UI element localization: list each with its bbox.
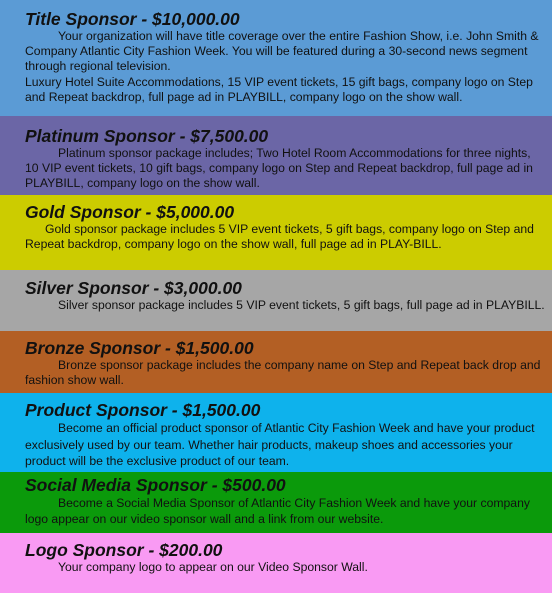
sponsor-tier-gold: [0, 195, 552, 270]
sponsor-tier-social-media: [0, 472, 552, 533]
tier-heading: Title Sponsor - $10,000.00: [25, 9, 240, 29]
tier-heading: Silver Sponsor - $3,000.00: [25, 278, 242, 298]
sponsor-tier-title: [0, 0, 552, 116]
tier-heading: Logo Sponsor - $200.00: [25, 540, 223, 560]
sponsor-tier-logo: [0, 533, 552, 593]
tier-description: Become a Social Media Sponsor of Atlantic City Fashion Week and have your company logo appear on our video sponsor wall and a link from our website.: [25, 496, 530, 526]
tier-description: Silver sponsor package includes 5 VIP event tickets, 5 gift bags, full page ad in PLAYBILL.: [58, 298, 545, 312]
sponsor-tier-product: [0, 393, 552, 472]
tier-heading: Social Media Sponsor - $500.00: [25, 475, 286, 495]
tier-heading: Platinum Sponsor - $7,500.00: [25, 126, 269, 146]
sponsor-tier-platinum: [0, 116, 552, 195]
tier-heading: Gold Sponsor - $5,000.00: [25, 202, 235, 222]
tier-description: Your organization will have title coverage over the entire Fashion Show, i.e. John Smith & Company Atlantic City Fashion Week. You will be featured during a 30-second news segment through regional television.: [25, 29, 539, 74]
tier-description: Bronze sponsor package includes the company name on Step and Repeat back drop and fashion show wall.: [25, 358, 541, 388]
sponsor-tier-silver: [0, 270, 552, 331]
tier-description: Your company logo to appear on our Video Sponsor Wall.: [58, 560, 368, 574]
sponsor-tier-bronze: [0, 331, 552, 393]
tier-heading: Bronze Sponsor - $1,500.00: [25, 338, 254, 358]
tier-heading: Product Sponsor - $1,500.00: [25, 400, 261, 420]
tier-description: Become an official product sponsor of Atlantic City Fashion Week and have your product exclusively used by our team. Whether hair products, makeup shoes and accessories your product will be the exclusive product of our team.: [25, 421, 535, 468]
tier-benefits: Luxury Hotel Suite Accommodations, 15 VIP event tickets, 15 gift bags, company logo on Step and Repeat backdrop, full page ad in PLAYBILL, company logo on the show wall.: [25, 74, 533, 104]
tier-description: Gold sponsor package includes 5 VIP event tickets, 5 gift bags, company logo on Step and Repeat backdrop, company logo on the show wall, full page ad in PLAY-BILL.: [25, 222, 534, 252]
tier-description: Platinum sponsor package includes; Two Hotel Room Accommodations for three nights, 10 VIP event tickets, 10 gift bags, company logo on Step and Repeat backdrop, full page ad in PLAYBILL, company logo on the show wall.: [25, 146, 533, 191]
